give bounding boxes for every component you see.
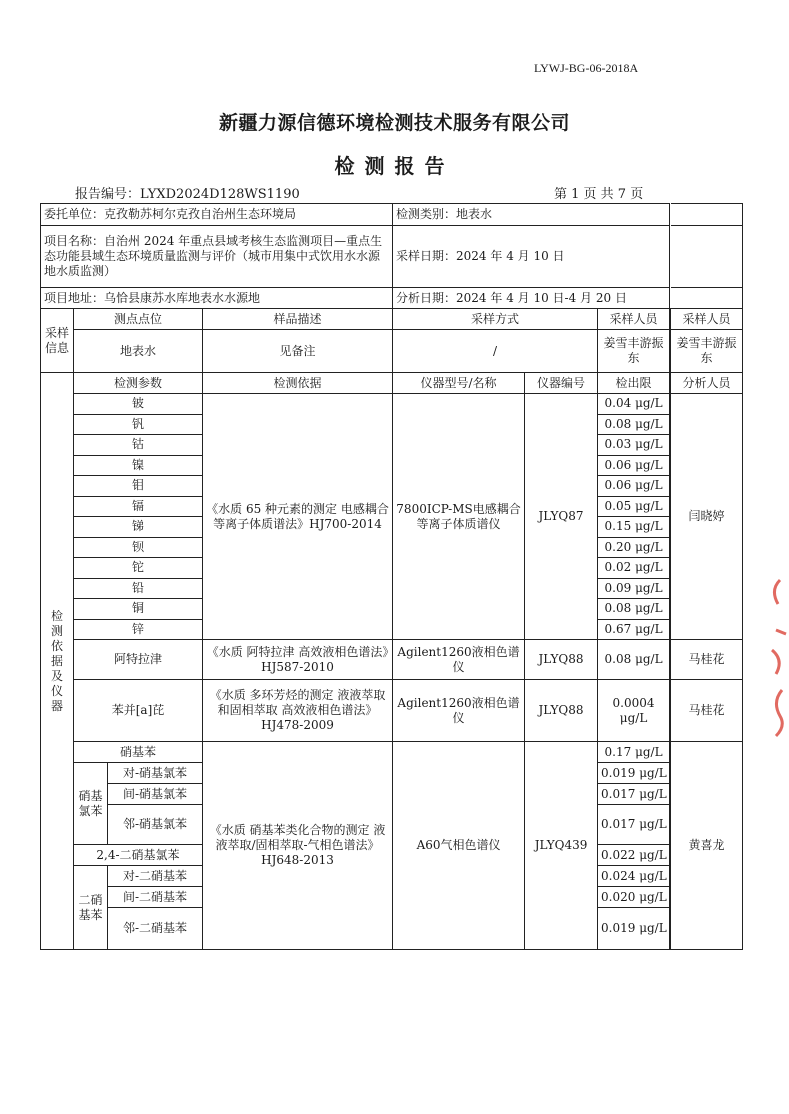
limit-cell: 0.04 μg/L [598,394,670,415]
dnct-param: 2,4-二硝基氯苯 [74,845,203,866]
limit-cell: 0.02 μg/L [598,558,670,579]
limit-cell: 0.09 μg/L [598,578,670,599]
limit-cell: 0.06 μg/L [598,476,670,497]
sampling-header-row [41,309,670,330]
col-person: 采样人员 [598,309,670,330]
detection-side-label [41,373,74,950]
category-cell: 检测类别：地表水 [393,204,670,226]
col-limit: 检出限 [598,373,670,394]
param-cell: 钒 [74,414,203,435]
metals-number: JLYQ87 [525,394,598,640]
param-cell: 镍 [74,455,203,476]
limit-cell: 0.06 μg/L [598,455,670,476]
limit-cell: 0.019 μg/L [598,908,670,950]
report-number: 报告编号：LYXD2024D128WS1190 [75,187,300,202]
param-cell: 钴 [74,435,203,456]
limit-cell: 0.019 μg/L [598,763,670,784]
info-row-2 [41,226,670,288]
param-cell: 间-硝基氯苯 [108,784,203,805]
client-cell: 委托单位：克孜勒苏柯尔克孜自治州生态环境局 [41,204,393,226]
col-person-dup: 采样人员 [671,309,743,330]
stamp-edge [766,570,789,760]
nitro-basis: 《水质 硝基苯类化合物的测定 液液萃取/固相萃取-气相色谱法》HJ648-2013 [203,742,393,950]
col-analyst: 分析人员 [671,373,743,394]
detection-header-row [41,373,670,394]
limit-cell: 0.67 μg/L [598,619,670,640]
atrazine-number: JLYQ88 [525,640,598,680]
param-cell: 锌 [74,619,203,640]
limit-cell: 0.020 μg/L [598,887,670,908]
atrazine-instrument: Agilent1260液相色谱仪 [393,640,525,680]
limit-cell: 0.017 μg/L [598,784,670,805]
blank-cell [671,288,743,309]
nitro-analyst: 黄喜龙 [671,742,743,950]
sampling-date-cell: 采样日期：2024 年 4 月 10 日 [393,226,670,288]
report-table [40,203,670,950]
metals-instrument: 7800ICP-MS电感耦合等离子体质谱仪 [393,394,525,640]
param-cell: 对-二硝基苯 [108,866,203,887]
analyst-column [670,203,743,950]
limit-cell: 0.017 μg/L [598,805,670,845]
param-cell: 邻-二硝基苯 [108,908,203,950]
col-basis: 检测依据 [203,373,393,394]
project-address-cell: 项目地址：乌恰县康苏水库地表水水源地 [41,288,393,309]
sampling-value-row [41,330,670,373]
bap-analyst: 马桂花 [671,680,743,742]
table-row [41,394,670,415]
atrazine-limit: 0.08 μg/L [598,640,670,680]
col-instrument: 仪器型号/名称 [393,373,525,394]
bap-basis: 《水质 多环芳烃的测定 液液萃取和固相萃取 高效液相色谱法》HJ478-2009 [203,680,393,742]
sampling-label: 采样信息 [41,309,74,373]
param-cell: 间-二硝基苯 [108,887,203,908]
limit-cell: 0.08 μg/L [598,599,670,620]
nitrobenzene-param: 硝基苯 [74,742,203,763]
limit-cell: 0.20 μg/L [598,537,670,558]
metals-basis: 《水质 65 种元素的测定 电感耦合等离子体质谱法》HJ700-2014 [203,394,393,640]
param-cell: 铅 [74,578,203,599]
bap-param: 苯并[a]芘 [74,680,203,742]
param-cell: 钼 [74,476,203,497]
metals-analyst: 闫晓婷 [671,394,743,640]
limit-cell: 0.024 μg/L [598,866,670,887]
col-desc: 样品描述 [203,309,393,330]
group2-label-text: 二硝基苯 [78,892,103,922]
col-point: 测点点位 [74,309,203,330]
bap-instrument: Agilent1260液相色谱仪 [393,680,525,742]
param-cell: 铜 [74,599,203,620]
atrazine-param: 阿特拉津 [74,640,203,680]
project-name-cell: 项目名称：自治州 2024 年重点县域考核生态监测项目—重点生态功能县域生态环境质量监测与评价（城市用集中式饮用水水源地水质监测） [41,226,393,288]
nitro-number: JLYQ439 [525,742,598,950]
info-row-3 [41,288,670,309]
company-name: 新疆力源信德环境检测技术服务有限公司 [218,112,570,134]
param-cell: 邻-硝基氯苯 [108,805,203,845]
group2-label [74,866,108,950]
limit-cell: 0.17 μg/L [598,742,670,763]
sampling-desc: 见备注 [203,330,393,373]
group1-label [74,763,108,845]
sampling-point: 地表水 [74,330,203,373]
col-method: 采样方式 [393,309,598,330]
atrazine-analyst: 马桂花 [671,640,743,680]
nitro-instrument: A60气相色谱仪 [393,742,525,950]
info-row-1 [41,204,670,226]
analysis-date-cell: 分析日期：2024 年 4 月 10 日-4 月 20 日 [393,288,670,309]
report-title: 检测报告 [334,154,455,178]
param-cell: 锑 [74,517,203,538]
document-code: LYWJ-BG-06-2018A [534,61,639,75]
param-cell: 钡 [74,537,203,558]
sampling-person-dup: 姜雪丰游振东 [671,330,743,373]
param-cell: 镉 [74,496,203,517]
blank-cell [671,204,743,226]
col-param: 检测参数 [74,373,203,394]
detection-side-text: 检测依据及仪器 [50,608,63,713]
table-row [41,742,670,763]
limit-cell: 0.022 μg/L [598,845,670,866]
group1-label-text: 硝基氯苯 [78,788,103,818]
page-indicator: 第 1 页 共 7 页 [554,187,644,202]
param-cell: 对-硝基氯苯 [108,763,203,784]
limit-cell: 0.08 μg/L [598,414,670,435]
limit-cell: 0.05 μg/L [598,496,670,517]
limit-cell: 0.03 μg/L [598,435,670,456]
limit-cell: 0.15 μg/L [598,517,670,538]
table-row [41,680,670,742]
bap-number: JLYQ88 [525,680,598,742]
col-number: 仪器编号 [525,373,598,394]
seal-fragment-icon [766,570,789,760]
sampling-person: 姜雪丰游振东 [598,330,670,373]
atrazine-basis: 《水质 阿特拉津 高效液相色谱法》HJ587-2010 [203,640,393,680]
param-cell: 铊 [74,558,203,579]
sampling-method: / [393,330,598,373]
param-cell: 铍 [74,394,203,415]
blank-cell [671,226,743,288]
bap-limit: 0.0004 μg/L [598,680,670,742]
table-row [41,640,670,680]
